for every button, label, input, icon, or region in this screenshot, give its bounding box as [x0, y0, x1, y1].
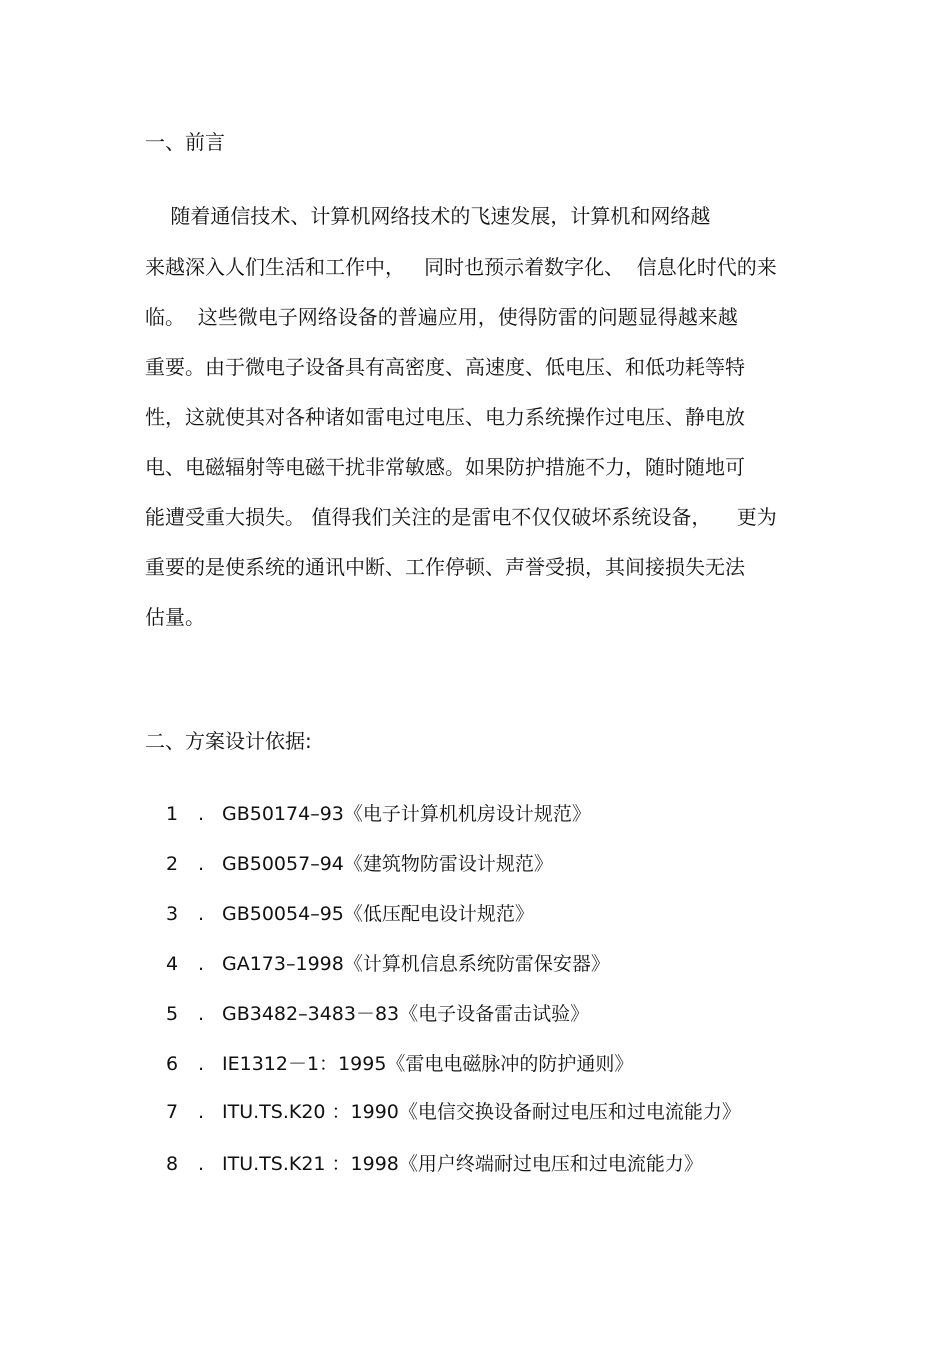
list-item-text: GB3482–3483－83《电子设备雷击试验》: [222, 1003, 590, 1025]
list-item-number: 6: [166, 1053, 179, 1075]
list-item-number: 4: [166, 953, 179, 975]
paragraph-line: 随着通信技术、计算机网络技术的飞速发展，计算机和网络越: [145, 204, 711, 228]
list-item-dot: .: [198, 1003, 205, 1025]
list-item-text: ITU.TS.K21 ：1998《用户终端耐过电压和过电流能力》: [222, 1153, 703, 1175]
list-item: [166, 850, 553, 878]
list-item-text: GB50174–93《电子计算机机房设计规范》: [222, 803, 591, 825]
list-item: [166, 1050, 633, 1078]
list-item-number: 7: [166, 1101, 179, 1123]
list-item: [166, 1000, 589, 1028]
paragraph-line: 来越深入人们生活和工作中， 同时也预示着数字化、 信息化时代的来: [145, 255, 777, 279]
list-item-number: 8: [166, 1153, 179, 1175]
paragraph-line: 重要的是使系统的通讯中断、工作停顿、声誉受损，其间接损失无法: [145, 555, 745, 579]
list-item-dot: .: [198, 1101, 205, 1123]
list-item-text: ITU.TS.K20 ：1990《电信交换设备耐过电压和过电流能力》: [222, 1101, 741, 1123]
list-item-number: 1: [166, 803, 179, 825]
paragraph-line: 重要。由于微电子设备具有高密度、高速度、低电压、和低功耗等特: [145, 355, 745, 379]
list-item-dot: .: [198, 1053, 205, 1075]
list-item-dot: .: [198, 903, 205, 925]
list-item-text: IE1312－1：1995《雷电电磁脉冲的防护通则》: [222, 1053, 634, 1075]
list-item: [166, 800, 591, 828]
list-item-number: 3: [166, 903, 179, 925]
paragraph-line: 电、电磁辐射等电磁干扰非常敏感。如果防护措施不力，随时随地可: [145, 455, 745, 479]
list-item: [166, 950, 610, 978]
list-item-number: 5: [166, 1003, 179, 1025]
list-item: [166, 1150, 703, 1178]
paragraph-line: 估量。: [145, 605, 205, 629]
section-heading-design-basis: 二、方案设计依据:: [145, 729, 312, 753]
list-item-dot: .: [198, 853, 205, 875]
list-item-dot: .: [198, 953, 205, 975]
list-item-dot: .: [198, 803, 205, 825]
paragraph-line: 能遭受重大损失。 值得我们关注的是雷电不仅仅破坏系统设备， 更为: [145, 505, 777, 529]
section-heading-preface: 一、前言: [145, 130, 225, 154]
list-item-text: GB50054–95《低压配电设计规范》: [222, 903, 534, 925]
paragraph-line: 临。 这些微电子网络设备的普遍应用，使得防雷的问题显得越来越: [145, 305, 738, 329]
list-item-dot: .: [198, 1153, 205, 1175]
list-item: [166, 1098, 741, 1126]
list-item-text: GA173–1998《计算机信息系统防雷保安器》: [222, 953, 610, 975]
list-item-text: GB50057–94《建筑物防雷设计规范》: [222, 853, 553, 875]
paragraph-line: 性，这就使其对各种诸如雷电过电压、电力系统操作过电压、静电放: [145, 405, 745, 429]
list-item-number: 2: [166, 853, 179, 875]
list-item: [166, 900, 534, 928]
